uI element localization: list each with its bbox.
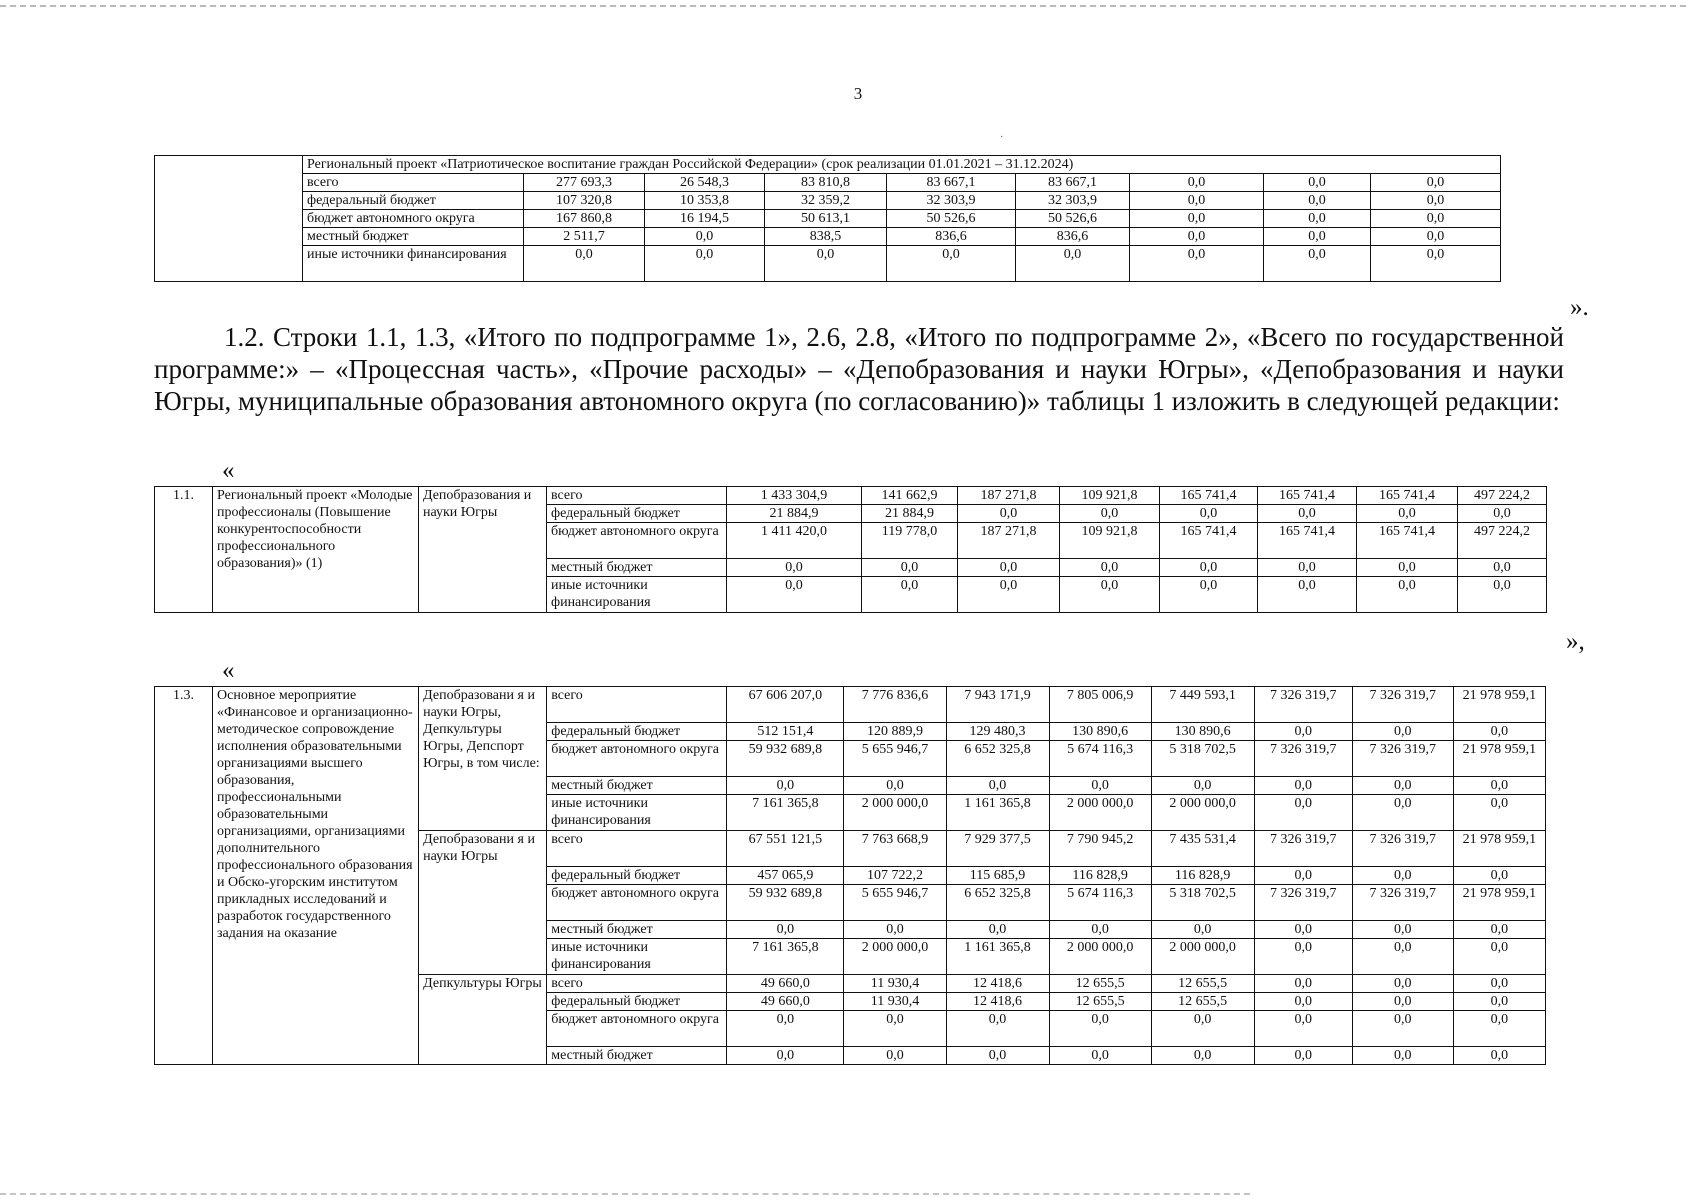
source-label: федеральный бюджет xyxy=(547,723,727,741)
measure-name: Основное мероприятие «Финансовое и организационно-методическое сопровождение исполнения образовательными организациями высшего образования, профессиональными образовательными организациями, организациями дополнительного профессионального образования и Обско-угорским институтом прикладных исследований и разработок государственного задания на оказание xyxy=(213,687,419,1065)
value-cell: 0,0 xyxy=(1130,210,1264,228)
value-cell: 0,0 xyxy=(1130,246,1264,282)
value-cell: 0,0 xyxy=(1371,192,1501,210)
value-cell: 109 921,8 xyxy=(1060,523,1160,559)
scan-edge-top xyxy=(0,5,1686,7)
value-cell: 0,0 xyxy=(958,577,1060,613)
value-cell: 457 065,9 xyxy=(727,867,844,885)
executor: Депобразования и науки Югры xyxy=(419,487,547,613)
value-cell: 2 000 000,0 xyxy=(844,939,946,975)
value-cell: 0,0 xyxy=(1130,174,1264,192)
value-cell: 12 655,5 xyxy=(1049,993,1151,1011)
value-cell: 32 303,9 xyxy=(887,192,1016,210)
value-cell: 32 303,9 xyxy=(1016,192,1130,210)
value-cell: 0,0 xyxy=(1453,795,1545,831)
table-row xyxy=(155,174,1501,192)
source-label: иные источники финансирования xyxy=(547,795,727,831)
value-cell: 187 271,8 xyxy=(958,487,1060,505)
source-label: всего xyxy=(547,831,727,867)
value-cell: 12 418,6 xyxy=(946,993,1049,1011)
value-cell: 0,0 xyxy=(1352,1011,1453,1047)
scan-edge-bottom xyxy=(0,1193,1250,1195)
source-label: местный бюджет xyxy=(547,559,727,577)
value-cell: 0,0 xyxy=(1160,505,1258,523)
value-cell: 838,5 xyxy=(765,228,887,246)
source-label: местный бюджет xyxy=(303,228,524,246)
value-cell: 7 326 319,7 xyxy=(1254,741,1352,777)
value-cell: 7 161 365,8 xyxy=(727,939,844,975)
value-cell: 0,0 xyxy=(1049,777,1151,795)
value-cell: 2 000 000,0 xyxy=(844,795,946,831)
value-cell: 0,0 xyxy=(1254,777,1352,795)
table-row-1-1 xyxy=(154,486,1547,613)
value-cell: 21 884,9 xyxy=(862,505,958,523)
value-cell: 0,0 xyxy=(1458,577,1547,613)
value-cell: 7 161 365,8 xyxy=(727,795,844,831)
value-cell: 116 828,9 xyxy=(1049,867,1151,885)
value-cell: 165 741,4 xyxy=(1160,523,1258,559)
value-cell: 836,6 xyxy=(1016,228,1130,246)
value-cell: 32 359,2 xyxy=(765,192,887,210)
source-label: всего xyxy=(303,174,524,192)
value-cell: 0,0 xyxy=(1254,993,1352,1011)
value-cell: 107 722,2 xyxy=(844,867,946,885)
source-label: иные источники финансирования xyxy=(547,577,727,613)
value-cell: 0,0 xyxy=(1357,505,1458,523)
value-cell: 0,0 xyxy=(1254,1011,1352,1047)
table-row xyxy=(155,487,1547,505)
value-cell: 0,0 xyxy=(1352,1047,1453,1065)
value-cell: 12 655,5 xyxy=(1049,975,1151,993)
value-cell: 0,0 xyxy=(645,228,765,246)
value-cell: 0,0 xyxy=(1453,723,1545,741)
value-cell: 836,6 xyxy=(887,228,1016,246)
value-cell: 497 224,2 xyxy=(1458,523,1547,559)
source-label: иные источники финансирования xyxy=(547,939,727,975)
value-cell: 83 810,8 xyxy=(765,174,887,192)
value-cell: 21 978 959,1 xyxy=(1453,741,1545,777)
value-cell: 0,0 xyxy=(1060,559,1160,577)
value-cell: 50 613,1 xyxy=(765,210,887,228)
value-cell: 0,0 xyxy=(1254,867,1352,885)
value-cell: 7 763 668,9 xyxy=(844,831,946,867)
value-cell: 83 667,1 xyxy=(1016,174,1130,192)
value-cell: 0,0 xyxy=(844,777,946,795)
source-label: бюджет автономного округа xyxy=(547,1011,727,1047)
value-cell: 0,0 xyxy=(1352,993,1453,1011)
value-cell: 0,0 xyxy=(1060,505,1160,523)
value-cell: 7 943 171,9 xyxy=(946,687,1049,723)
opening-quote: « xyxy=(222,457,235,484)
source-label: местный бюджет xyxy=(547,921,727,939)
value-cell: 0,0 xyxy=(1352,867,1453,885)
executor-group: Депобразовани я и науки Югры, Депкультуры Югры, Депспорт Югры, в том числе: xyxy=(419,687,547,831)
value-cell: 0,0 xyxy=(844,921,946,939)
value-cell: 1 433 304,9 xyxy=(727,487,862,505)
value-cell: 7 326 319,7 xyxy=(1254,687,1352,723)
value-cell: 59 932 689,8 xyxy=(727,885,844,921)
value-cell: 0,0 xyxy=(1258,559,1357,577)
table-row xyxy=(155,246,1501,282)
value-cell: 0,0 xyxy=(765,246,887,282)
value-cell: 0,0 xyxy=(1264,174,1371,192)
value-cell: 49 660,0 xyxy=(727,993,844,1011)
value-cell: 130 890,6 xyxy=(1049,723,1151,741)
value-cell: 0,0 xyxy=(1151,777,1254,795)
value-cell: 7 929 377,5 xyxy=(946,831,1049,867)
value-cell: 26 548,3 xyxy=(645,174,765,192)
value-cell: 0,0 xyxy=(727,1011,844,1047)
value-cell: 11 930,4 xyxy=(844,975,946,993)
value-cell: 0,0 xyxy=(862,577,958,613)
value-cell: 497 224,2 xyxy=(1458,487,1547,505)
paragraph-text: 1.2. Строки 1.1, 1.3, «Итого по подпрограмме 1», 2.6, 2.8, «Итого по подпрограмме 2», «Всего по государственной программе:» – «Процессная часть», «Прочие расходы» – «Депобразования и науки Югры», «Депобразования и науки Югры, муниципальные образования автономного округа (по согласованию)» таблицы 1 изложить в следующей редакции: xyxy=(154,322,1564,416)
value-cell: 165 741,4 xyxy=(1160,487,1258,505)
value-cell: 0,0 xyxy=(1151,921,1254,939)
source-label: федеральный бюджет xyxy=(547,867,727,885)
value-cell: 0,0 xyxy=(887,246,1016,282)
value-cell: 7 776 836,6 xyxy=(844,687,946,723)
closing-quote: ». xyxy=(1570,294,1589,321)
value-cell: 0,0 xyxy=(645,246,765,282)
source-label: бюджет автономного округа xyxy=(303,210,524,228)
empty-cell xyxy=(155,156,303,282)
value-cell: 0,0 xyxy=(958,559,1060,577)
value-cell: 0,0 xyxy=(1371,228,1501,246)
source-label: местный бюджет xyxy=(547,1047,727,1065)
value-cell: 5 318 702,5 xyxy=(1151,741,1254,777)
value-cell: 165 741,4 xyxy=(1258,523,1357,559)
source-label: всего xyxy=(547,487,727,505)
value-cell: 83 667,1 xyxy=(887,174,1016,192)
value-cell: 2 000 000,0 xyxy=(1049,795,1151,831)
value-cell: 0,0 xyxy=(727,1047,844,1065)
value-cell: 277 693,3 xyxy=(524,174,645,192)
source-label: бюджет автономного округа xyxy=(547,885,727,921)
value-cell: 7 435 531,4 xyxy=(1151,831,1254,867)
value-cell: 0,0 xyxy=(1254,795,1352,831)
value-cell: 0,0 xyxy=(844,1011,946,1047)
closing-quote-2: », xyxy=(1566,628,1585,655)
value-cell: 0,0 xyxy=(1130,228,1264,246)
value-cell: 0,0 xyxy=(1458,505,1547,523)
value-cell: 12 655,5 xyxy=(1151,993,1254,1011)
table-row xyxy=(155,156,1501,174)
value-cell: 107 320,8 xyxy=(524,192,645,210)
value-cell: 116 828,9 xyxy=(1151,867,1254,885)
value-cell: 0,0 xyxy=(1453,1011,1545,1047)
value-cell: 0,0 xyxy=(1453,939,1545,975)
value-cell: 5 655 946,7 xyxy=(844,741,946,777)
value-cell: 2 000 000,0 xyxy=(1151,939,1254,975)
value-cell: 21 884,9 xyxy=(727,505,862,523)
value-cell: 0,0 xyxy=(1264,210,1371,228)
table-row xyxy=(155,687,1546,723)
value-cell: 119 778,0 xyxy=(862,523,958,559)
value-cell: 0,0 xyxy=(1049,921,1151,939)
value-cell: 0,0 xyxy=(1352,723,1453,741)
value-cell: 0,0 xyxy=(1060,577,1160,613)
value-cell: 0,0 xyxy=(1357,577,1458,613)
table-row xyxy=(155,210,1501,228)
value-cell: 7 326 319,7 xyxy=(1352,687,1453,723)
value-cell: 5 674 116,3 xyxy=(1049,741,1151,777)
value-cell: 1 411 420,0 xyxy=(727,523,862,559)
value-cell: 59 932 689,8 xyxy=(727,741,844,777)
value-cell: 0,0 xyxy=(1151,1011,1254,1047)
value-cell: 0,0 xyxy=(1049,1011,1151,1047)
value-cell: 0,0 xyxy=(1352,795,1453,831)
value-cell: 512 151,4 xyxy=(727,723,844,741)
value-cell: 0,0 xyxy=(1458,559,1547,577)
value-cell: 0,0 xyxy=(1352,939,1453,975)
table-row-1-3 xyxy=(154,686,1546,1065)
value-cell: 67 606 207,0 xyxy=(727,687,844,723)
value-cell: 0,0 xyxy=(1453,921,1545,939)
source-label: иные источники финансирования xyxy=(303,246,524,282)
value-cell: 21 978 959,1 xyxy=(1453,885,1545,921)
value-cell: 0,0 xyxy=(1254,723,1352,741)
value-cell: 0,0 xyxy=(1453,993,1545,1011)
value-cell: 0,0 xyxy=(727,777,844,795)
measure-name: Региональный проект «Молодые профессионалы (Повышение конкурентоспособности профессионального образования)» (1) xyxy=(213,487,419,613)
value-cell: 0,0 xyxy=(1160,577,1258,613)
project-title: Региональный проект «Патриотическое воспитание граждан Российской Федерации» (срок реализации 01.01.2021 – 31.12.2024) xyxy=(303,156,1501,174)
value-cell: 129 480,3 xyxy=(946,723,1049,741)
value-cell: 0,0 xyxy=(1264,228,1371,246)
row-number: 1.3. xyxy=(155,687,213,1065)
value-cell: 16 194,5 xyxy=(645,210,765,228)
value-cell: 2 000 000,0 xyxy=(1151,795,1254,831)
value-cell: 0,0 xyxy=(1264,246,1371,282)
value-cell: 0,0 xyxy=(1264,192,1371,210)
value-cell: 0,0 xyxy=(1151,1047,1254,1065)
value-cell: 2 511,7 xyxy=(524,228,645,246)
value-cell: 0,0 xyxy=(1254,921,1352,939)
source-label: всего xyxy=(547,687,727,723)
value-cell: 0,0 xyxy=(1352,975,1453,993)
value-cell: 7 449 593,1 xyxy=(1151,687,1254,723)
executor-education: Депобразовани я и науки Югры xyxy=(419,831,547,975)
table-patriotic-project xyxy=(154,155,1501,282)
value-cell: 7 326 319,7 xyxy=(1352,885,1453,921)
value-cell: 0,0 xyxy=(727,921,844,939)
value-cell: 141 662,9 xyxy=(862,487,958,505)
source-label: бюджет автономного округа xyxy=(547,741,727,777)
value-cell: 0,0 xyxy=(1352,921,1453,939)
value-cell: 0,0 xyxy=(1352,777,1453,795)
value-cell: 2 000 000,0 xyxy=(1049,939,1151,975)
value-cell: 0,0 xyxy=(1258,577,1357,613)
value-cell: 115 685,9 xyxy=(946,867,1049,885)
value-cell: 0,0 xyxy=(862,559,958,577)
value-cell: 21 978 959,1 xyxy=(1453,831,1545,867)
value-cell: 130 890,6 xyxy=(1151,723,1254,741)
row-number: 1.1. xyxy=(155,487,213,613)
value-cell: 5 655 946,7 xyxy=(844,885,946,921)
source-label: всего xyxy=(547,975,727,993)
value-cell: 6 652 325,8 xyxy=(946,885,1049,921)
value-cell: 165 741,4 xyxy=(1357,487,1458,505)
source-label: бюджет автономного округа xyxy=(547,523,727,559)
value-cell: 0,0 xyxy=(1371,210,1501,228)
value-cell: 0,0 xyxy=(958,505,1060,523)
value-cell: 1 161 365,8 xyxy=(946,939,1049,975)
value-cell: 0,0 xyxy=(1453,777,1545,795)
value-cell: 165 741,4 xyxy=(1357,523,1458,559)
value-cell: 0,0 xyxy=(727,577,862,613)
value-cell: 7 805 006,9 xyxy=(1049,687,1151,723)
value-cell: 10 353,8 xyxy=(645,192,765,210)
value-cell: 12 655,5 xyxy=(1151,975,1254,993)
value-cell: 0,0 xyxy=(1453,867,1545,885)
value-cell: 49 660,0 xyxy=(727,975,844,993)
value-cell: 0,0 xyxy=(946,1047,1049,1065)
value-cell: 0,0 xyxy=(1453,1047,1545,1065)
table-row xyxy=(155,228,1501,246)
value-cell: 167 860,8 xyxy=(524,210,645,228)
value-cell: 7 326 319,7 xyxy=(1254,831,1352,867)
value-cell: 0,0 xyxy=(1049,1047,1151,1065)
value-cell: 120 889,9 xyxy=(844,723,946,741)
source-label: местный бюджет xyxy=(547,777,727,795)
value-cell: 5 318 702,5 xyxy=(1151,885,1254,921)
value-cell: 0,0 xyxy=(946,1011,1049,1047)
value-cell: 0,0 xyxy=(1258,505,1357,523)
opening-quote-2: « xyxy=(222,657,235,684)
value-cell: 12 418,6 xyxy=(946,975,1049,993)
value-cell: 7 790 945,2 xyxy=(1049,831,1151,867)
value-cell: 7 326 319,7 xyxy=(1352,741,1453,777)
value-cell: 109 921,8 xyxy=(1060,487,1160,505)
source-label: федеральный бюджет xyxy=(303,192,524,210)
value-cell: 165 741,4 xyxy=(1258,487,1357,505)
source-label: федеральный бюджет xyxy=(547,993,727,1011)
value-cell: 0,0 xyxy=(1130,192,1264,210)
value-cell: 0,0 xyxy=(1357,559,1458,577)
table-row xyxy=(155,192,1501,210)
executor-culture: Депкультуры Югры xyxy=(419,975,547,1065)
value-cell: 21 978 959,1 xyxy=(1453,687,1545,723)
value-cell: 0,0 xyxy=(1453,975,1545,993)
value-cell: 5 674 116,3 xyxy=(1049,885,1151,921)
source-label: федеральный бюджет xyxy=(547,505,727,523)
value-cell: 11 930,4 xyxy=(844,993,946,1011)
value-cell: 50 526,6 xyxy=(887,210,1016,228)
page-number: 3 xyxy=(853,84,863,103)
value-cell: 0,0 xyxy=(1160,559,1258,577)
value-cell: 0,0 xyxy=(1371,174,1501,192)
value-cell: 0,0 xyxy=(844,1047,946,1065)
value-cell: 0,0 xyxy=(946,777,1049,795)
value-cell: 7 326 319,7 xyxy=(1254,885,1352,921)
value-cell: 0,0 xyxy=(524,246,645,282)
value-cell: 50 526,6 xyxy=(1016,210,1130,228)
value-cell: 0,0 xyxy=(1254,1047,1352,1065)
value-cell: 0,0 xyxy=(946,921,1049,939)
value-cell: 0,0 xyxy=(1016,246,1130,282)
value-cell: 0,0 xyxy=(1371,246,1501,282)
value-cell: 1 161 365,8 xyxy=(946,795,1049,831)
value-cell: 0,0 xyxy=(1254,939,1352,975)
value-cell: 6 652 325,8 xyxy=(946,741,1049,777)
value-cell: 7 326 319,7 xyxy=(1352,831,1453,867)
amendment-paragraph xyxy=(154,321,1564,417)
value-cell: 0,0 xyxy=(1254,975,1352,993)
scan-speck: · xyxy=(1000,132,1004,143)
value-cell: 0,0 xyxy=(727,559,862,577)
value-cell: 67 551 121,5 xyxy=(727,831,844,867)
value-cell: 187 271,8 xyxy=(958,523,1060,559)
